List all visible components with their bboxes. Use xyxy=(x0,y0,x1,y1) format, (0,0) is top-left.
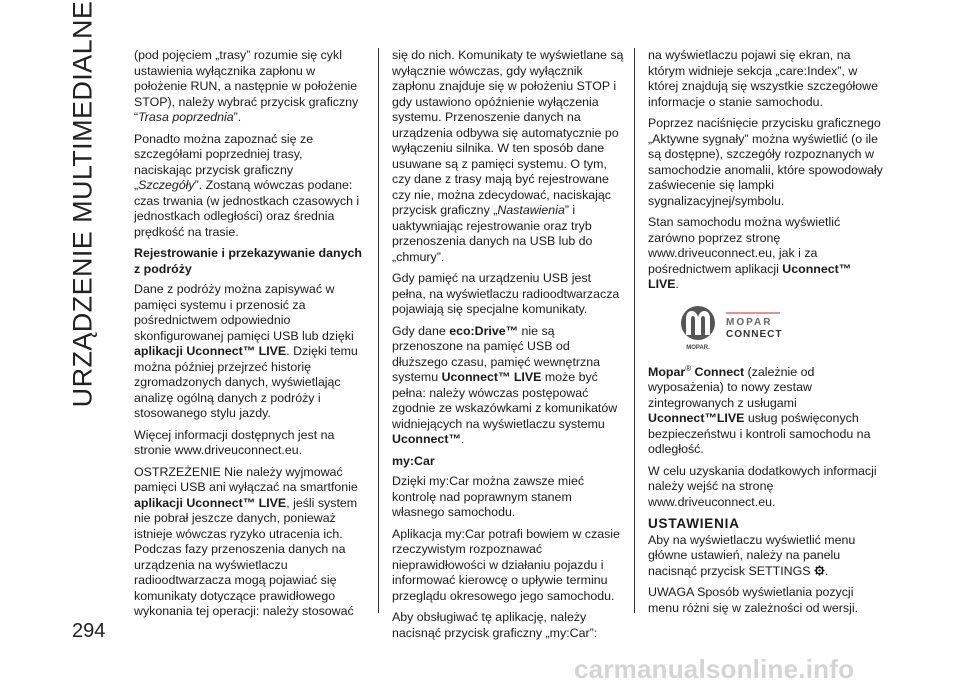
page-number: 294 xyxy=(72,620,106,642)
mopar-connect-logo xyxy=(676,305,884,351)
paragraph: na wyświetlaczu pojawi się ekran, na którym widnieje sekcja „care:Index”, w której znajdują się wszystkie szczegółowe informacje o stanie samochodu. xyxy=(648,48,879,109)
chapter-title-vertical xyxy=(58,0,108,408)
paragraph: Gdy dane eco:Drive™ nie są przenoszone na pamięć USB od dłuższego czasu, pamięć wewnętrzna systemu Uconnect™ LIVE może być pełna: należy wówczas postępować zgodnie ze wskazówkami z komunikatów widniejących na wyświetlaczu systemu Uconnect™. xyxy=(392,323,618,446)
section-heading: Rejestrowanie i przekazywanie danych z podróży xyxy=(134,246,362,276)
paragraph: Aplikacja my:Car potrafi bowiem w czasie rzeczywistym rozpoznawać nieprawidłowości w działaniu pojazdu i informować kierowcę o upływie terminu przeglądu okresowego jego samochodu. xyxy=(392,526,620,603)
paragraph: Więcej informacji dostępnych jest na stronie www.driveuconnect.eu. xyxy=(134,427,335,457)
brand-connect: CONNECT xyxy=(726,328,783,340)
watermark: carmanualsonline.info xyxy=(574,654,855,684)
paragraph: Poprzez naciśnięcie przycisku graficznego „Aktywne sygnały” można wyświetlić (o ile są dostępne), szczegóły rozpoznanych w samochodzie anomalii, które spowodowały zaświecenie się lampki sygnalizacyjnej/symbolu. xyxy=(648,116,883,208)
section-heading: USTAWIENIA xyxy=(648,516,740,531)
chapter-title-text: URZĄDZENIE MULTIMEDIALNE xyxy=(67,0,98,408)
column-3 xyxy=(648,48,884,622)
mopar-m-icon xyxy=(676,305,856,351)
mopar-small-text: MOPAR. xyxy=(686,344,710,351)
paragraph: się do nich. Komunikaty te wyświetlane są wyłącznie wówczas, gdy wyłącznik zapłonu znajduje się w położeniu STOP i gdy ustawiono opóźnienie wyłączenia systemu. Przenoszenie danych na urządzenia odbywa się automatycznie po wyłączeniu silnika. W ten sposób dane usuwane są z pamięci systemu. O tym, czy dane z trasy mają być rejestrowane czy nie, można zdecydować, naciskając przycisk graficzny „Nastawienia” i uaktywniając rejestrowanie oraz tryb przenoszenia danych na USB lub do „chmury”. xyxy=(392,48,624,264)
paragraph: W celu uzyskania dodatkowych informacji należy wejść na stronę www.driveuconnect.eu. xyxy=(648,463,877,509)
paragraph: (pod pojęciem „trasy” rozumie się cykl ustawienia wyłącznika zapłonu w położenie RUN, a następnie w położenie STOP), należy wybrać przycisk graficzny “Trasa poprzednia”. xyxy=(134,48,359,124)
section-heading: my:Car xyxy=(392,453,435,468)
paragraph: Dane z podróży można zapisywać w pamięci systemu i przenosić za pośrednictwem odpowiednio skonfigurowanej pamięci USB lub dzięki aplikacji Uconnect™ LIVE. Dzięki temu można później przejrzeć historię zgromadzonych danych, wyświetlając analizę ogólną danych z podróży i stosowanego stylu jazdy. xyxy=(134,282,358,420)
paragraph: Stan samochodu można wyświetlić zarówno poprzez stronę www.driveuconnect.eu, jak i za pośrednictwem aplikacji Uconnect™ LIVE. xyxy=(648,215,852,291)
settings-gear-icon xyxy=(814,565,825,576)
paragraph: Mopar® Connect (zależnie od wyposażenia) to nowy zestaw zintegrowanych z usługami Uconnect™LIVE usług poświęconych bezpieczeństwu i kontroli samochodu na odległość. xyxy=(648,363,871,456)
warning-paragraph: OSTRZEŻENIE Nie należy wyjmować pamięci USB ani wyłączać na smartfonie aplikacji Uconnect™ LIVE, jeśli system nie pobrał jeszcze danych, ponieważ istnieje wówczas ryzyko utracenia ich. Podczas fazy przenoszenia danych na urządzenia na wyświetlaczu radioodtwarzacza mogą pojawiać się komunikaty dotyczące prawidłowego wykonania tej operacji: należy stosować xyxy=(134,464,358,618)
column-2 xyxy=(392,48,624,647)
column-divider xyxy=(378,48,379,613)
brand-mopar: MOPAR xyxy=(726,316,773,328)
paragraph: Aby obsługiwać tę aplikację, należy nacisnąć przycisk graficzny „my:Car”: xyxy=(392,610,598,640)
column-divider xyxy=(634,48,635,613)
paragraph: Ponadto można zapoznać się ze szczegółami poprzedniej trasy, naciskając przycisk graficzny „Szczegóły”. Zostaną wówczas podane: czas trwania (w jednostkach czasowych i jednostkach odległości) oraz średnia prędkość na trasie. xyxy=(134,131,360,239)
column-1 xyxy=(134,48,362,626)
paragraph: Aby na wyświetlaczu wyświetlić menu główne ustawień, należy na panelu nacisnąć przycisk SETTINGS . xyxy=(648,532,856,578)
paragraph: Gdy pamięć na urządzeniu USB jest pełna, na wyświetlaczu radioodtwarzacza pojawiają się specjalne komunikaty. xyxy=(392,271,620,316)
paragraph: Dzięki my:Car można zawsze mieć kontrolę nad poprawnym stanem własnego samochodu. xyxy=(392,474,585,519)
note-paragraph: UWAGA Sposób wyświetlania pozycji menu różni się w zależności od wersji. xyxy=(648,585,859,615)
